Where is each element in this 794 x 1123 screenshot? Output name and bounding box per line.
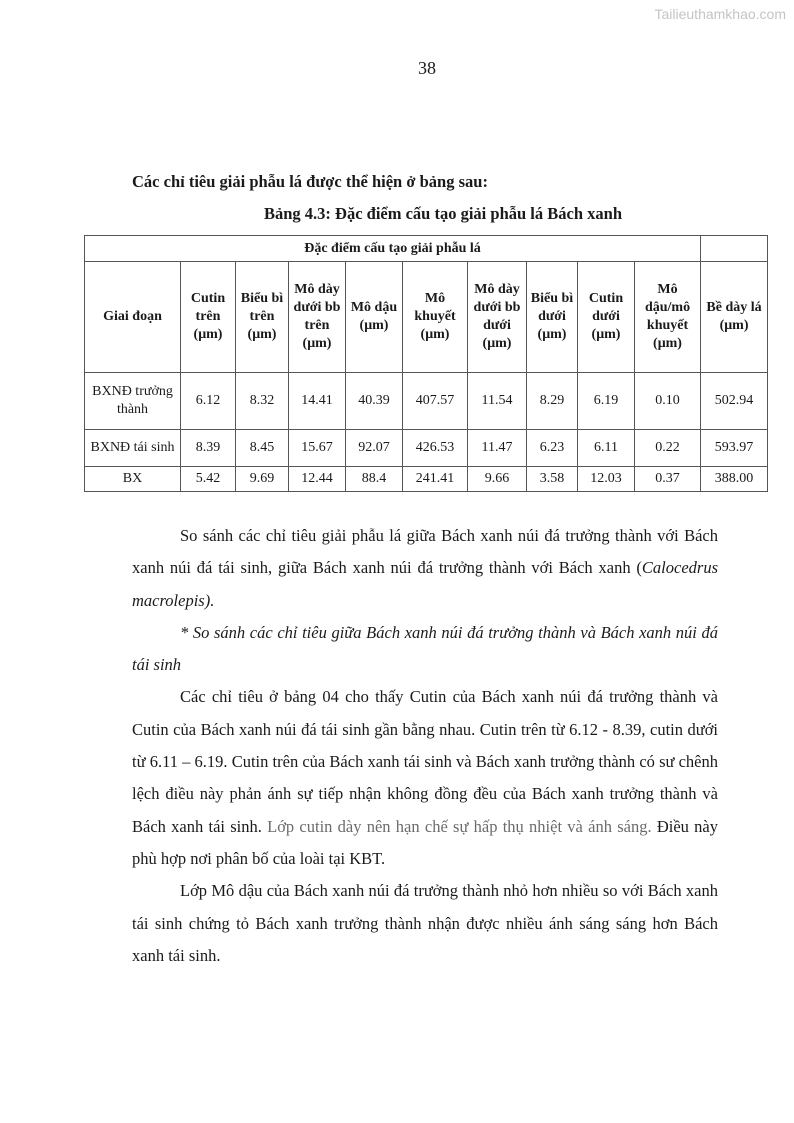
table-cell: 3.58 (527, 467, 578, 492)
paragraph-subheading (132, 617, 718, 682)
paragraph-text: So sánh các chỉ tiêu giải phẫu lá giữa Bách xanh núi đá trưởng thành với Bách xanh núi đá tái sinh, giữa Bách xanh núi đá trưởng thành với Bách xanh ( (132, 526, 718, 578)
table-cell: 6.23 (527, 430, 578, 467)
table-cell: 0.37 (635, 467, 701, 492)
paragraph (132, 520, 718, 617)
empty-header-cell (701, 236, 768, 262)
table-cell: 12.03 (578, 467, 635, 492)
table-cell: 8.39 (181, 430, 236, 467)
column-header: Bề dày lá (μm) (701, 262, 768, 373)
table-cell: 11.47 (468, 430, 527, 467)
table-cell: 388.00 (701, 467, 768, 492)
table-cell: 8.29 (527, 373, 578, 430)
table-caption: Bảng 4.3: Đặc điểm cấu tạo giải phẫu lá Bách xanh (263, 204, 622, 223)
table-cell: 9.69 (236, 467, 289, 492)
paragraph-text: Các chỉ tiêu ở bảng 04 cho thấy Cutin của Bách xanh núi đá trưởng thành và Cutin của Bách xanh núi đá tái sinh gần bằng nhau. Cutin trên từ 6.12 - 8.39, cutin dưới từ 6.11 – 6.19. Cutin trên của Bách xanh tái sinh và Bách xanh trưởng thành có sư chênh lệch điều này phản ánh sự tiếp nhận không đồng đều của Bách xanh trưởng thành và Bách xanh tái sinh. (132, 687, 718, 836)
table-cell: 11.54 (468, 373, 527, 430)
table-cell: 241.41 (403, 467, 468, 492)
paragraph (132, 681, 718, 875)
table-cell: 6.11 (578, 430, 635, 467)
column-header: Mô dậu/mô khuyết (μm) (635, 262, 701, 373)
table-cell: 502.94 (701, 373, 768, 430)
table-cell: 14.41 (289, 373, 346, 430)
table-cell: BX (85, 467, 181, 492)
page-number: 38 (418, 58, 436, 78)
table-cell: 15.67 (289, 430, 346, 467)
table-cell: 6.19 (578, 373, 635, 430)
column-header: Giai đoạn (85, 262, 181, 373)
column-header: Biểu bì trên (μm) (236, 262, 289, 373)
table-cell: BXNĐ trưởng thành (85, 373, 181, 430)
column-header: Cutin trên (μm) (181, 262, 236, 373)
table-cell: 6.12 (181, 373, 236, 430)
table-cell: 8.32 (236, 373, 289, 430)
table-cell: 9.66 (468, 467, 527, 492)
table-row (85, 373, 768, 430)
column-header: Mô dày dưới bb dưới (μm) (468, 262, 527, 373)
table-row (85, 430, 768, 467)
paragraph-text: Điều này phù hợp nơi phân bố của loài tại KBT. (132, 816, 718, 868)
table-cell: 0.10 (635, 373, 701, 430)
table-cell: 0.22 (635, 430, 701, 467)
paragraph: Lớp Mô dậu của Bách xanh núi đá trưởng thành nhỏ hơn nhiều so với Bách xanh tái sinh chứng tỏ Bách xanh trưởng thành nhận được nhiều ánh sáng sáng hơn Bách xanh tái sinh. (132, 881, 718, 965)
table-column-header-row (85, 262, 768, 373)
body-text (132, 520, 718, 972)
table-cell: BXNĐ tái sinh (85, 430, 181, 467)
column-header: Mô dậu (μm) (346, 262, 403, 373)
table-cell: 12.44 (289, 467, 346, 492)
table-cell: 40.39 (346, 373, 403, 430)
table-cell: 8.45 (236, 430, 289, 467)
table-cell: 593.97 (701, 430, 768, 467)
group-header: Đặc điểm cấu tạo giải phẫu lá (85, 236, 701, 262)
species-name: Calocedrus macrolepis). (132, 558, 718, 610)
section-heading: Các chỉ tiêu giải phẫu lá được thể hiện ở bảng sau: (132, 172, 488, 191)
paragraph-muted-text: Lớp cutin dày nên hạn chế sự hấp thụ nhiệt và ánh sáng. (267, 816, 652, 836)
table-cell: 5.42 (181, 467, 236, 492)
table-cell: 407.57 (403, 373, 468, 430)
column-header: Mô khuyết (μm) (403, 262, 468, 373)
subheading-text: * So sánh các chỉ tiêu giữa Bách xanh núi đá trưởng thành và Bách xanh núi đá tái sinh (132, 622, 718, 675)
table-cell: 88.4 (346, 467, 403, 492)
watermark: Tailieuthamkhao.com (654, 6, 786, 22)
table-row (85, 467, 768, 492)
leaf-anatomy-table (84, 235, 768, 492)
column-header: Biểu bì dưới (μm) (527, 262, 578, 373)
table-cell: 426.53 (403, 430, 468, 467)
column-header: Mô dày dưới bb trên (μm) (289, 262, 346, 373)
column-header: Cutin dưới (μm) (578, 262, 635, 373)
table-cell: 92.07 (346, 430, 403, 467)
table-group-header-row (85, 236, 768, 262)
